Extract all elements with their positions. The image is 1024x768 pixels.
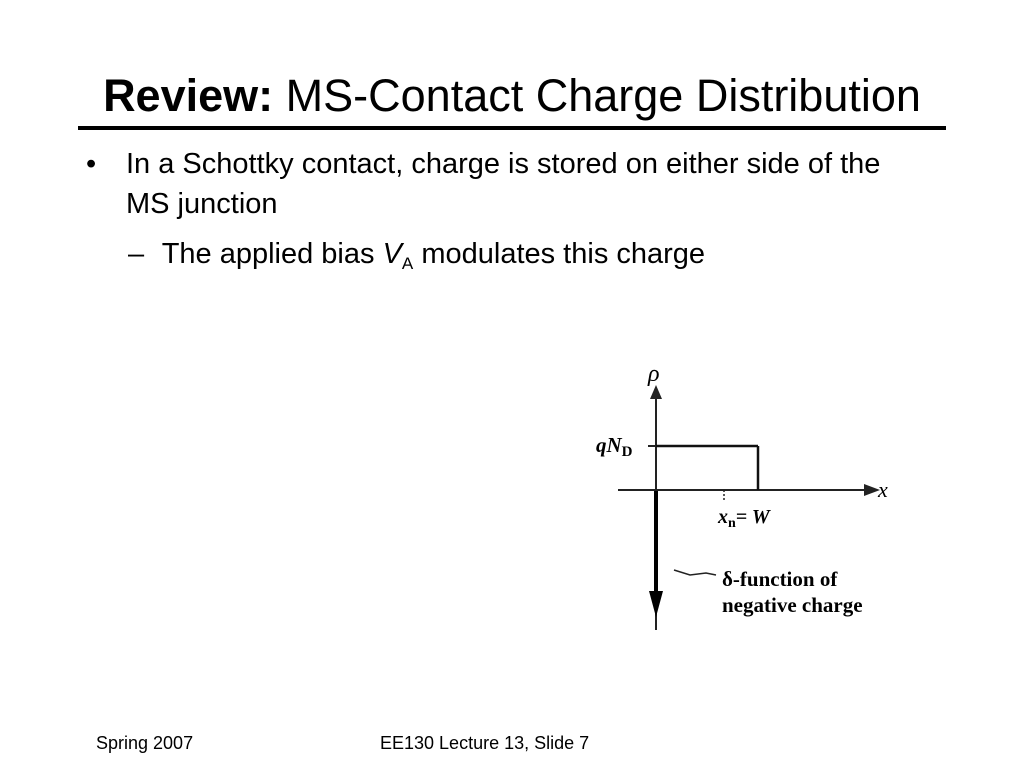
delta-note-line1: δ-function of <box>722 567 838 591</box>
title-prefix: Review: <box>103 70 274 121</box>
rho-label: ρ <box>648 361 660 387</box>
delta-spike-arrowhead <box>649 591 663 617</box>
bias-variable: V <box>382 238 402 270</box>
footer-date: Spring 2007 <box>96 733 194 753</box>
bullet-sub <box>128 234 705 284</box>
slide-title <box>0 68 1024 124</box>
sub-bullet-dash: – <box>128 238 145 270</box>
delta-leader <box>674 570 716 575</box>
title-underline <box>78 126 946 130</box>
bullet-main-text: In a Schottky contact, charge is stored on either side of the MS junction <box>126 148 881 220</box>
bullet-mark: • <box>86 148 97 180</box>
sub-bullet-text-before: The applied bias <box>161 238 375 270</box>
qnd-label: qND <box>596 433 633 460</box>
delta-note-line2: negative charge <box>722 593 863 617</box>
footer-slide-info: EE130 Lecture 13, Slide 7 <box>380 733 590 753</box>
bias-variable-subscript: A <box>401 254 414 273</box>
sub-bullet-text-after: modulates this charge <box>421 238 706 270</box>
xn-label: $x_n= W$ <box>718 506 770 531</box>
x-label: x <box>878 477 888 502</box>
title-text: MS-Contact Charge Distribution <box>285 70 921 121</box>
charge-distribution-diagram <box>590 355 910 645</box>
rho-axis-arrow <box>650 385 662 399</box>
